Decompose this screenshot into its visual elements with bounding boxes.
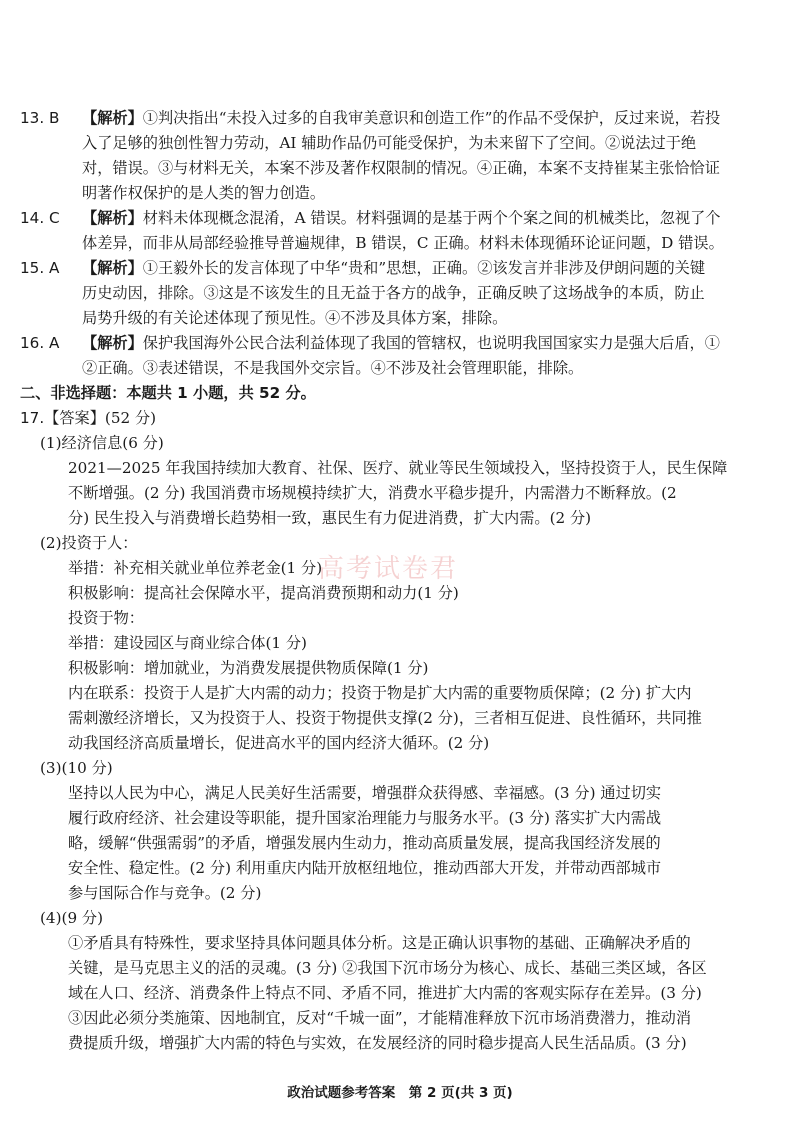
q13-number: 13. B <box>20 109 60 127</box>
q16-line-2: ②正确。③表述错误，不是我国外交宗旨。④不涉及社会管理职能，排除。 <box>82 359 584 377</box>
q15-tag: 【解析】 <box>82 259 143 277</box>
q16-text-1: 保护我国海外公民合法利益体现了我国的管辖权，也说明我国国家实力是强大后盾，① <box>142 334 720 352</box>
q17-part2-line-5: 积极影响：增加就业，为消费发展提供物质保障(1 分) <box>68 659 429 677</box>
page-footer: 政治试题参考答案 第 2 页(共 3 页) <box>287 1085 513 1101</box>
q17-part3-line-5: 参与国际合作与竞争。(2 分) <box>68 884 262 902</box>
q14-line-2: 体差异，而非从局部经验推导普遍规律，B 错误，C 正确。材料未体现循环论证问题，D 错误。 <box>82 234 724 252</box>
q17-number: 17. <box>20 409 45 427</box>
q17-part1-line-2: 不断增强。(2 分) 我国消费市场规模持续扩大，消费水平稳步提升，内需潜力不断释放。(2 <box>68 484 677 502</box>
q17-answer-label: 【答案】(52 分) <box>44 409 157 427</box>
q13-tag: 【解析】 <box>82 109 143 127</box>
q13-line-4: 明著作权保护的是人类的智力创造。 <box>82 184 325 202</box>
q14-number: 14. C <box>20 209 60 227</box>
q16-line-1 <box>20 333 720 353</box>
q17-part2-line-3: 投资于物： <box>68 609 144 627</box>
q13-line-1 <box>20 108 720 128</box>
q15-line-1 <box>20 258 705 278</box>
q13-line-2: 入了足够的独创性智力劳动，AI 辅助作品仍可能受保护，为未来留下了空间。②说法过于绝 <box>82 134 697 152</box>
q16-number: 16. A <box>20 334 60 352</box>
q17-part1-title: (1)经济信息(6 分) <box>40 434 164 452</box>
q15-text-1: ①王毅外长的发言体现了中华“贵和”思想，正确。②该发言并非涉及伊朗问题的关键 <box>142 259 706 277</box>
q15-number: 15. A <box>20 259 60 277</box>
q17-part4-title: (4)(9 分) <box>40 909 104 927</box>
q17-part2-title: (2)投资于人： <box>40 534 138 552</box>
watermark: 高考试卷君 <box>318 554 459 584</box>
q17-part1-line-3: 分) 民生投入与消费增长趋势相一致，惠民生有力促进消费，扩大内需。(2 分) <box>68 509 592 527</box>
q17-part2-line-7: 需刺激经济增长，又为投资于人、投资于物提供支撑(2 分)，三者相互促进、良性循环，共同推 <box>68 709 702 727</box>
q13-line-3: 对，错误。③与材料无关，本案不涉及著作权限制的情况。④正确，本案不支持崔某主张恰恰证 <box>82 159 720 177</box>
section-2-header: 二、非选择题：本题共 1 小题，共 52 分。 <box>20 384 316 402</box>
q17-part3-line-4: 安全性、稳定性。(2 分) 利用重庆内陆开放枢纽地位，推动西部大开发，并带动西部城市 <box>68 859 662 877</box>
q17-part4-line-1: ①矛盾具有特殊性，要求坚持具体问题具体分析。这是正确认识事物的基础、正确解决矛盾的 <box>68 934 691 952</box>
q17-part4-line-4: ③因此必须分类施策、因地制宜，反对“千城一面”，才能精准释放下沉市场消费潜力，推动消 <box>68 1009 692 1027</box>
q17-part3-title: (3)(10 分) <box>40 759 113 777</box>
q17-part3-line-2: 履行政府经济、社会建设等职能，提升国家治理能力与服务水平。(3 分) 落实扩大内需战 <box>68 809 662 827</box>
q17-heading <box>20 408 156 428</box>
q15-line-2: 历史动因，排除。③这是不该发生的且无益于各方的战争，正确反映了这场战争的本质，防止 <box>82 284 705 302</box>
q15-line-3: 局势升级的有关论述体现了预见性。④不涉及具体方案，排除。 <box>82 309 508 327</box>
q17-part2-line-4: 举措：建设园区与商业综合体(1 分) <box>68 634 307 652</box>
q17-part4-line-3: 域在人口、经济、消费条件上特点不同、矛盾不同，推进扩大内需的客观实际存在差异。(3 分) <box>68 984 702 1002</box>
q17-part3-line-1: 坚持以人民为中心，满足人民美好生活需要，增强群众获得感、幸福感。(3 分) 通过切实 <box>68 784 662 802</box>
q17-part4-line-2: 关键，是马克思主义的活的灵魂。(3 分) ②我国下沉市场分为核心、成长、基础三类区域，各区 <box>68 959 707 977</box>
q14-line-1 <box>20 208 720 228</box>
q17-part4-line-5: 费提质升级，增强扩大内需的特色与实效，在发展经济的同时稳步提高人民生活品质。(3 分) <box>68 1034 687 1052</box>
q17-part2-line-8: 动我国经济高质量增长，促进高水平的国内经济大循环。(2 分) <box>68 734 490 752</box>
q17-part2-line-1: 举措：补充相关就业单位养老金(1 分) <box>68 559 323 577</box>
q17-part3-line-3: 略，缓解“供强需弱”的矛盾，增强发展内生动力，推动高质量发展，提高我国经济发展的 <box>68 834 661 852</box>
q16-tag: 【解析】 <box>82 334 143 352</box>
q14-tag: 【解析】 <box>82 209 143 227</box>
q17-part1-line-1: 2021—2025 年我国持续加大教育、社保、医疗、就业等民生领域投入，坚持投资于人，民生保障 <box>68 459 728 477</box>
q14-text-1: 材料未体现概念混淆，A 错误。材料强调的是基于两个个案之间的机械类比，忽视了个 <box>142 209 721 227</box>
q17-part2-line-2: 积极影响：提高社会保障水平，提高消费预期和动力(1 分) <box>68 584 459 602</box>
q17-part2-line-6: 内在联系：投资于人是扩大内需的动力；投资于物是扩大内需的重要物质保障；(2 分) 扩大内 <box>68 684 692 702</box>
q13-text-1: ①判决指出“未投入过多的自我审美意识和创造工作”的作品不受保护，反过来说，若投 <box>142 109 721 127</box>
